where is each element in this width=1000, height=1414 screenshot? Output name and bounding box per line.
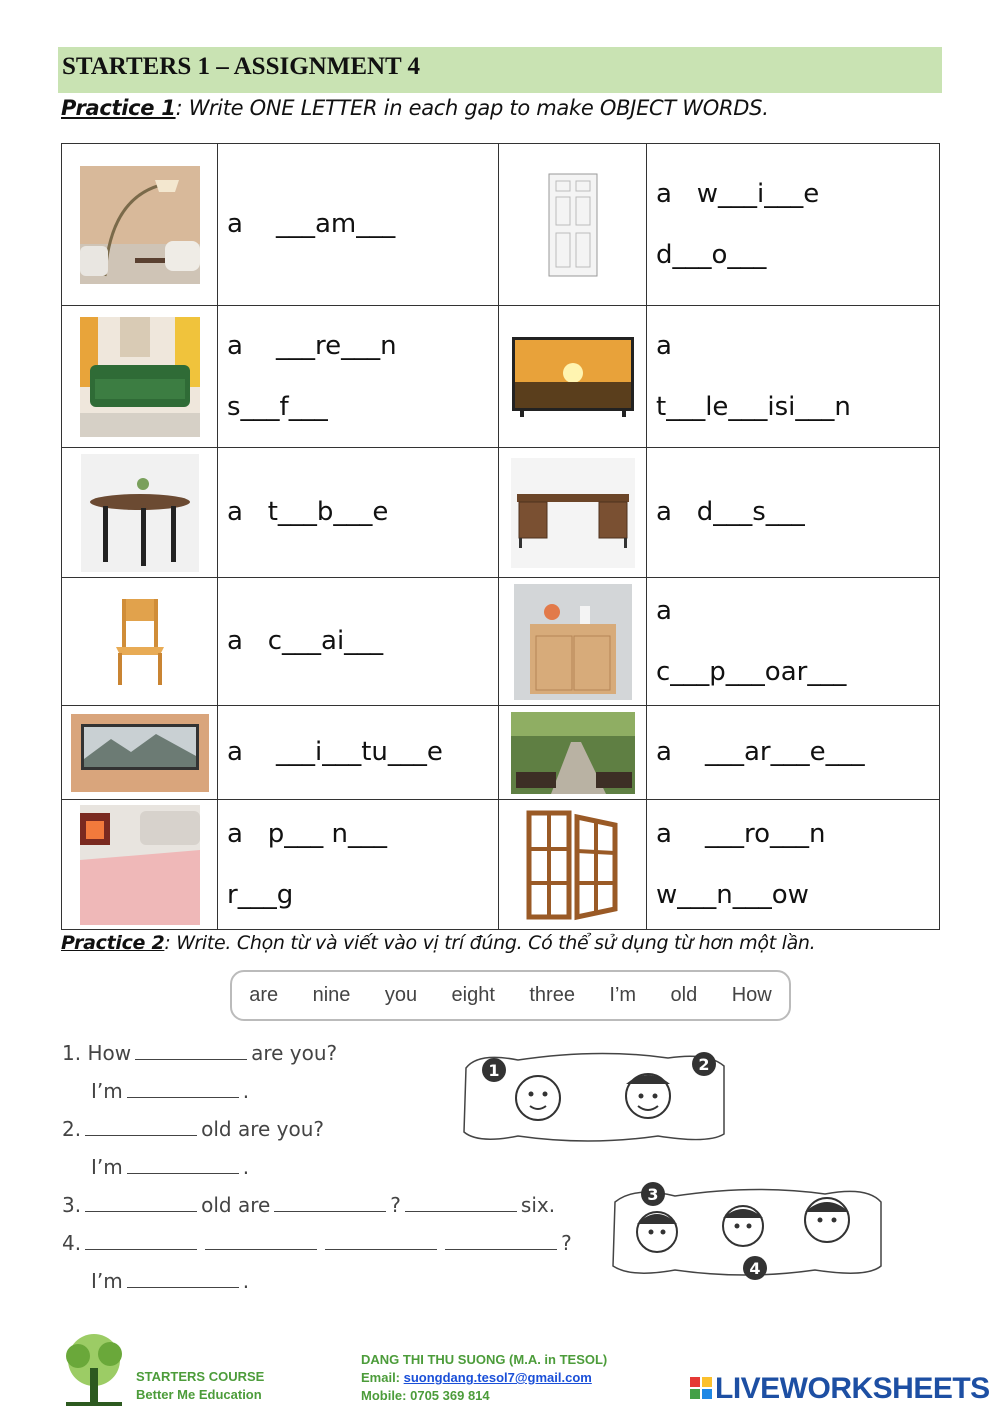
question-1 bbox=[62, 1041, 337, 1065]
footer-org-name: Better Me Education bbox=[136, 1387, 262, 1402]
footer-author: DANG THI THU SUONG (M.A. in TESOL) bbox=[361, 1352, 608, 1367]
garden-icon bbox=[511, 712, 635, 794]
liveworksheets-text: LIVEWORKSHEETS bbox=[715, 1372, 990, 1405]
word-bank-item: I’m bbox=[609, 984, 637, 1006]
image-cell bbox=[62, 144, 218, 306]
footer-mobile: Mobile: 0705 369 814 bbox=[361, 1388, 490, 1403]
word-gap-text[interactable]: a w___i___e d___o___ bbox=[656, 178, 820, 270]
word-gap-text[interactable]: a d___s___ bbox=[656, 497, 805, 527]
word-bank-item: How bbox=[731, 984, 772, 1006]
badge-number: 4 bbox=[749, 1259, 761, 1278]
practice1-label: Practice 1 bbox=[61, 96, 176, 120]
answer-blank[interactable] bbox=[127, 1097, 239, 1098]
question-text: 2. bbox=[62, 1117, 82, 1141]
image-cell bbox=[499, 800, 647, 930]
word-cell bbox=[647, 448, 940, 578]
lamp-icon bbox=[80, 166, 200, 284]
answer-blank[interactable] bbox=[85, 1135, 197, 1136]
footer-email-line bbox=[361, 1369, 607, 1387]
word-cell bbox=[218, 706, 499, 800]
footer-course bbox=[136, 1368, 264, 1404]
question-text: 3. bbox=[62, 1193, 82, 1217]
question-text: six. bbox=[520, 1193, 556, 1217]
question-text: I’m bbox=[91, 1155, 123, 1179]
question-text: old are bbox=[201, 1193, 271, 1217]
practice1-instruction: : Write ONE LETTER in each gap to make OBJECT WORDS. bbox=[175, 96, 769, 120]
footer-email-link[interactable]: suongdang.tesol7@gmail.com bbox=[403, 1370, 592, 1385]
liveworksheets-logo-icon bbox=[690, 1377, 712, 1401]
word-bank-item: nine bbox=[312, 984, 351, 1006]
desk-icon bbox=[511, 458, 635, 568]
question-text: 1. How bbox=[62, 1041, 132, 1065]
answer-blank[interactable] bbox=[325, 1249, 437, 1250]
badge-number: 3 bbox=[647, 1185, 659, 1204]
page-title: STARTERS 1 – ASSIGNMENT 4 bbox=[62, 53, 421, 80]
cupboard-icon bbox=[514, 584, 632, 700]
word-gap-text[interactable]: a ___re___n s___f___ bbox=[227, 330, 397, 422]
answer-1 bbox=[91, 1079, 249, 1103]
word-gap-text[interactable]: a t___le___isi___n bbox=[656, 330, 851, 422]
word-bank-item: three bbox=[529, 984, 575, 1006]
answer-blank[interactable] bbox=[85, 1211, 197, 1212]
image-cell bbox=[62, 306, 218, 448]
word-cell bbox=[218, 306, 499, 448]
word-bank-item: eight bbox=[451, 984, 495, 1006]
answer-blank[interactable] bbox=[135, 1059, 247, 1060]
kids-illustration-2 bbox=[605, 1180, 885, 1282]
tree-logo-icon bbox=[58, 1332, 130, 1410]
question-text: . bbox=[242, 1269, 250, 1293]
image-cell bbox=[499, 706, 647, 800]
table-row bbox=[62, 306, 940, 448]
question-4 bbox=[62, 1231, 572, 1255]
table-icon bbox=[81, 454, 199, 572]
question-text: ? bbox=[390, 1193, 401, 1217]
image-cell bbox=[499, 448, 647, 578]
title-bar bbox=[58, 47, 942, 93]
practice2-label: Practice 2 bbox=[61, 932, 165, 954]
practice2-heading bbox=[61, 932, 815, 954]
rug-icon bbox=[80, 805, 200, 925]
question-text: are you? bbox=[251, 1041, 338, 1065]
table-row bbox=[62, 800, 940, 930]
word-cell bbox=[647, 306, 940, 448]
question-text: old are you? bbox=[201, 1117, 325, 1141]
answer-blank[interactable] bbox=[127, 1173, 239, 1174]
badge-number: 2 bbox=[698, 1055, 710, 1074]
word-bank-item: you bbox=[384, 984, 418, 1006]
word-cell bbox=[647, 144, 940, 306]
kids-illustration-1 bbox=[458, 1048, 728, 1146]
table-row bbox=[62, 144, 940, 306]
table-row bbox=[62, 448, 940, 578]
answer-blank[interactable] bbox=[405, 1211, 517, 1212]
footer-contact bbox=[361, 1351, 607, 1405]
table-row bbox=[62, 578, 940, 706]
practice2-instruction: : Write. Chọn từ và viết vào vị trí đúng. Có thể sử dụng từ hơn một lần. bbox=[164, 932, 816, 954]
word-bank-item: old bbox=[670, 984, 698, 1006]
footer-course-name: STARTERS COURSE bbox=[136, 1369, 265, 1384]
answer-2 bbox=[91, 1155, 249, 1179]
answer-4 bbox=[91, 1269, 249, 1293]
image-cell bbox=[499, 306, 647, 448]
answer-blank[interactable] bbox=[445, 1249, 557, 1250]
door-icon bbox=[548, 173, 598, 277]
word-bank-item: are bbox=[249, 984, 279, 1006]
word-cell bbox=[647, 800, 940, 930]
word-gap-text[interactable]: a c___p___oar___ bbox=[656, 595, 847, 687]
answer-blank[interactable] bbox=[85, 1249, 197, 1250]
picture-icon bbox=[71, 714, 209, 792]
word-gap-text[interactable]: a ___ro___n w___n___ow bbox=[656, 818, 826, 910]
word-cell bbox=[218, 578, 499, 706]
word-cell bbox=[647, 578, 940, 706]
question-text: . bbox=[242, 1079, 250, 1103]
word-gap-text[interactable]: a p___ n___ r___g bbox=[227, 818, 387, 910]
question-text: . bbox=[242, 1155, 250, 1179]
table-row bbox=[62, 706, 940, 800]
question-2 bbox=[62, 1117, 324, 1141]
image-cell bbox=[62, 448, 218, 578]
word-gap-text[interactable]: a ___ar___e___ bbox=[656, 737, 865, 767]
word-bank bbox=[230, 970, 791, 1021]
image-cell bbox=[499, 578, 647, 706]
sofa-icon bbox=[80, 317, 200, 437]
image-cell bbox=[62, 578, 218, 706]
chair-icon bbox=[110, 597, 170, 687]
word-cell bbox=[218, 448, 499, 578]
word-cell bbox=[218, 800, 499, 930]
image-cell bbox=[62, 800, 218, 930]
word-cell bbox=[218, 144, 499, 306]
practice1-heading bbox=[61, 96, 769, 120]
word-cell bbox=[647, 706, 940, 800]
word-gap-text[interactable]: a c___ai___ bbox=[227, 626, 384, 656]
answer-blank[interactable] bbox=[127, 1287, 239, 1288]
answer-blank[interactable] bbox=[274, 1211, 386, 1212]
word-gap-text[interactable]: a ___am___ bbox=[227, 209, 396, 239]
word-table bbox=[61, 143, 940, 930]
word-gap-text[interactable]: a t___b___e bbox=[227, 497, 389, 527]
question-text: I’m bbox=[91, 1079, 123, 1103]
word-gap-text[interactable]: a ___i___tu___e bbox=[227, 737, 443, 767]
question-text: ? bbox=[561, 1231, 572, 1255]
footer-email-label: Email: bbox=[361, 1370, 404, 1385]
image-cell bbox=[62, 706, 218, 800]
question-text: 4. bbox=[62, 1231, 82, 1255]
image-cell bbox=[499, 144, 647, 306]
window-icon bbox=[525, 809, 621, 921]
television-icon bbox=[512, 337, 634, 417]
question-text: I’m bbox=[91, 1269, 123, 1293]
question-3 bbox=[62, 1193, 555, 1217]
answer-blank[interactable] bbox=[205, 1249, 317, 1250]
badge-number: 1 bbox=[488, 1061, 500, 1080]
liveworksheets-brand bbox=[690, 1372, 990, 1406]
